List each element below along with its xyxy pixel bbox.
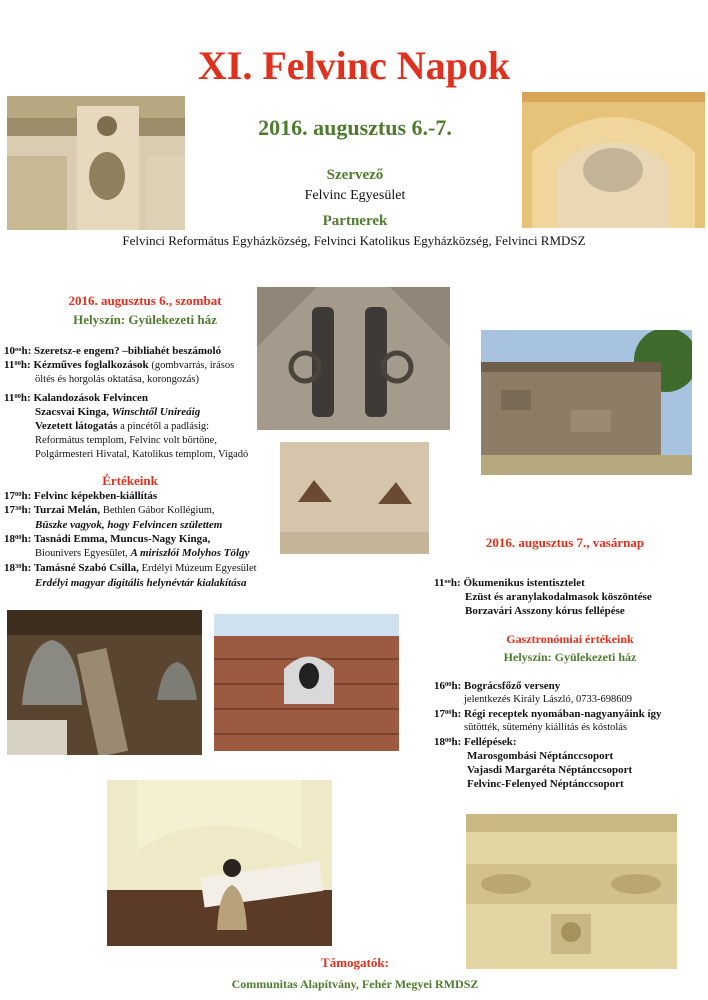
program-detail: Ezüst és aranylakodalmasok köszöntése [465, 591, 652, 603]
gastro-venue: Helyszín: Gyülekezeti ház [503, 650, 637, 664]
sponsors-label: Támogatók: [321, 955, 389, 970]
day2-program [434, 576, 704, 618]
dance-group: Vajasdi Margaréta Néptánccsoport [467, 764, 633, 776]
partners-label: Partnerek [322, 213, 388, 229]
door-handles-photo [257, 287, 450, 430]
program-item: $17^{00}h$: Régi receptek nyomában-nagyanyáink így [434, 708, 662, 720]
poster-title: XI. Felvinc Napok [197, 43, 511, 88]
cornice-relief-photo [466, 814, 677, 969]
program-item: $16^{00}h$: Bográcsfőző verseny [434, 680, 561, 692]
facade-ornament-photo [7, 96, 185, 230]
values-heading: Értékeink [102, 473, 158, 488]
program-presenter: Szacsvai Kinga, Winschtől Unireáig [35, 406, 201, 418]
program-detail: Református templom, Felvinc volt börtöne, [35, 435, 217, 446]
values-program [4, 489, 282, 590]
program-detail: jelentkezés Király László, 0733-698609 [464, 694, 632, 705]
stone-wall-photo [481, 330, 692, 475]
partners-names: Felvinci Református Egyházközség, Felvinci Katolikus Egyházközség, Felvinci RMDSZ [122, 233, 586, 248]
program-item: $17^{30}h$: Turzai Melán, Bethlen Gábor Kollégium, [4, 504, 215, 516]
program-detail: sütötték, sütemény kiállítás és kóstolás [464, 722, 628, 733]
day1-heading: 2016. augusztus 6., szombat [68, 293, 222, 308]
handbell-photo [107, 780, 332, 946]
program-item: $18^{30}h$: Tamásné Szabó Csilla, Erdélyi Múzeum Egyesület [4, 562, 257, 574]
sponsors-names: Communitas Alapítvány, Fehér Megyei RMDSZ [231, 977, 479, 991]
program-detail: Borzavári Asszony kórus fellépése [465, 605, 625, 617]
gastro-program [434, 679, 704, 791]
program-work: Erdélyi magyar digitális helynévtár kialakítása [35, 577, 247, 589]
day1-program [4, 344, 279, 462]
event-dates: 2016. augusztus 6.-7. [258, 115, 452, 140]
day1-venue: Helyszín: Gyülekezeti ház [73, 312, 217, 327]
dance-group: Marosgombási Néptánccsoport [467, 750, 614, 762]
program-work: Büszke vagyok, hogy Felvincen születtem [35, 519, 223, 531]
organizer-label: Szervező [326, 167, 384, 183]
program-detail: öltés és horgolás oktatása, korongozás) [35, 374, 199, 385]
program-org: Biounivers Egyesület, A miriszłói Molyhos Tölgy [35, 547, 250, 559]
wall-openings-photo [280, 442, 429, 554]
roof-dormer-photo [214, 614, 399, 751]
dance-group: Felvinc-Felenyed Néptánccsoport [467, 778, 624, 790]
program-item: $10^{oo}h$: Szeretsz-e engem? –bibliahét beszámoló [4, 345, 222, 357]
program-item: $11^{00}h$: Kalandozások Felvincen [4, 392, 149, 404]
program-item: $18^{00}h$: Tasnádi Emma, Muncus-Nagy Kinga, [4, 533, 211, 545]
program-item: $11^{00}h$: Kézműves foglalkozások (gombvarrás, írásos [4, 359, 235, 371]
organizer-name: Felvinc Egyesület [304, 188, 406, 203]
bells-photo [7, 610, 202, 755]
day2-heading: 2016. augusztus 7., vasárnap [485, 535, 645, 550]
program-item: $18^{00}h$: Fellépések: [434, 736, 517, 748]
program-item: $17^{00}h$: Felvinc képekben-kiállítás [4, 490, 158, 502]
program-visit: Vezetett látogatás a pincétől a padlásig: [35, 420, 210, 432]
program-item: $11^{oo}h$: Ökumenikus istentisztelet [434, 577, 585, 589]
program-detail: Polgármesteri Hivatal, Katolikus templom, Vigadó [35, 449, 249, 460]
arched-window-photo [522, 92, 705, 228]
gastro-heading: Gasztronómiai értékeink [506, 632, 634, 646]
